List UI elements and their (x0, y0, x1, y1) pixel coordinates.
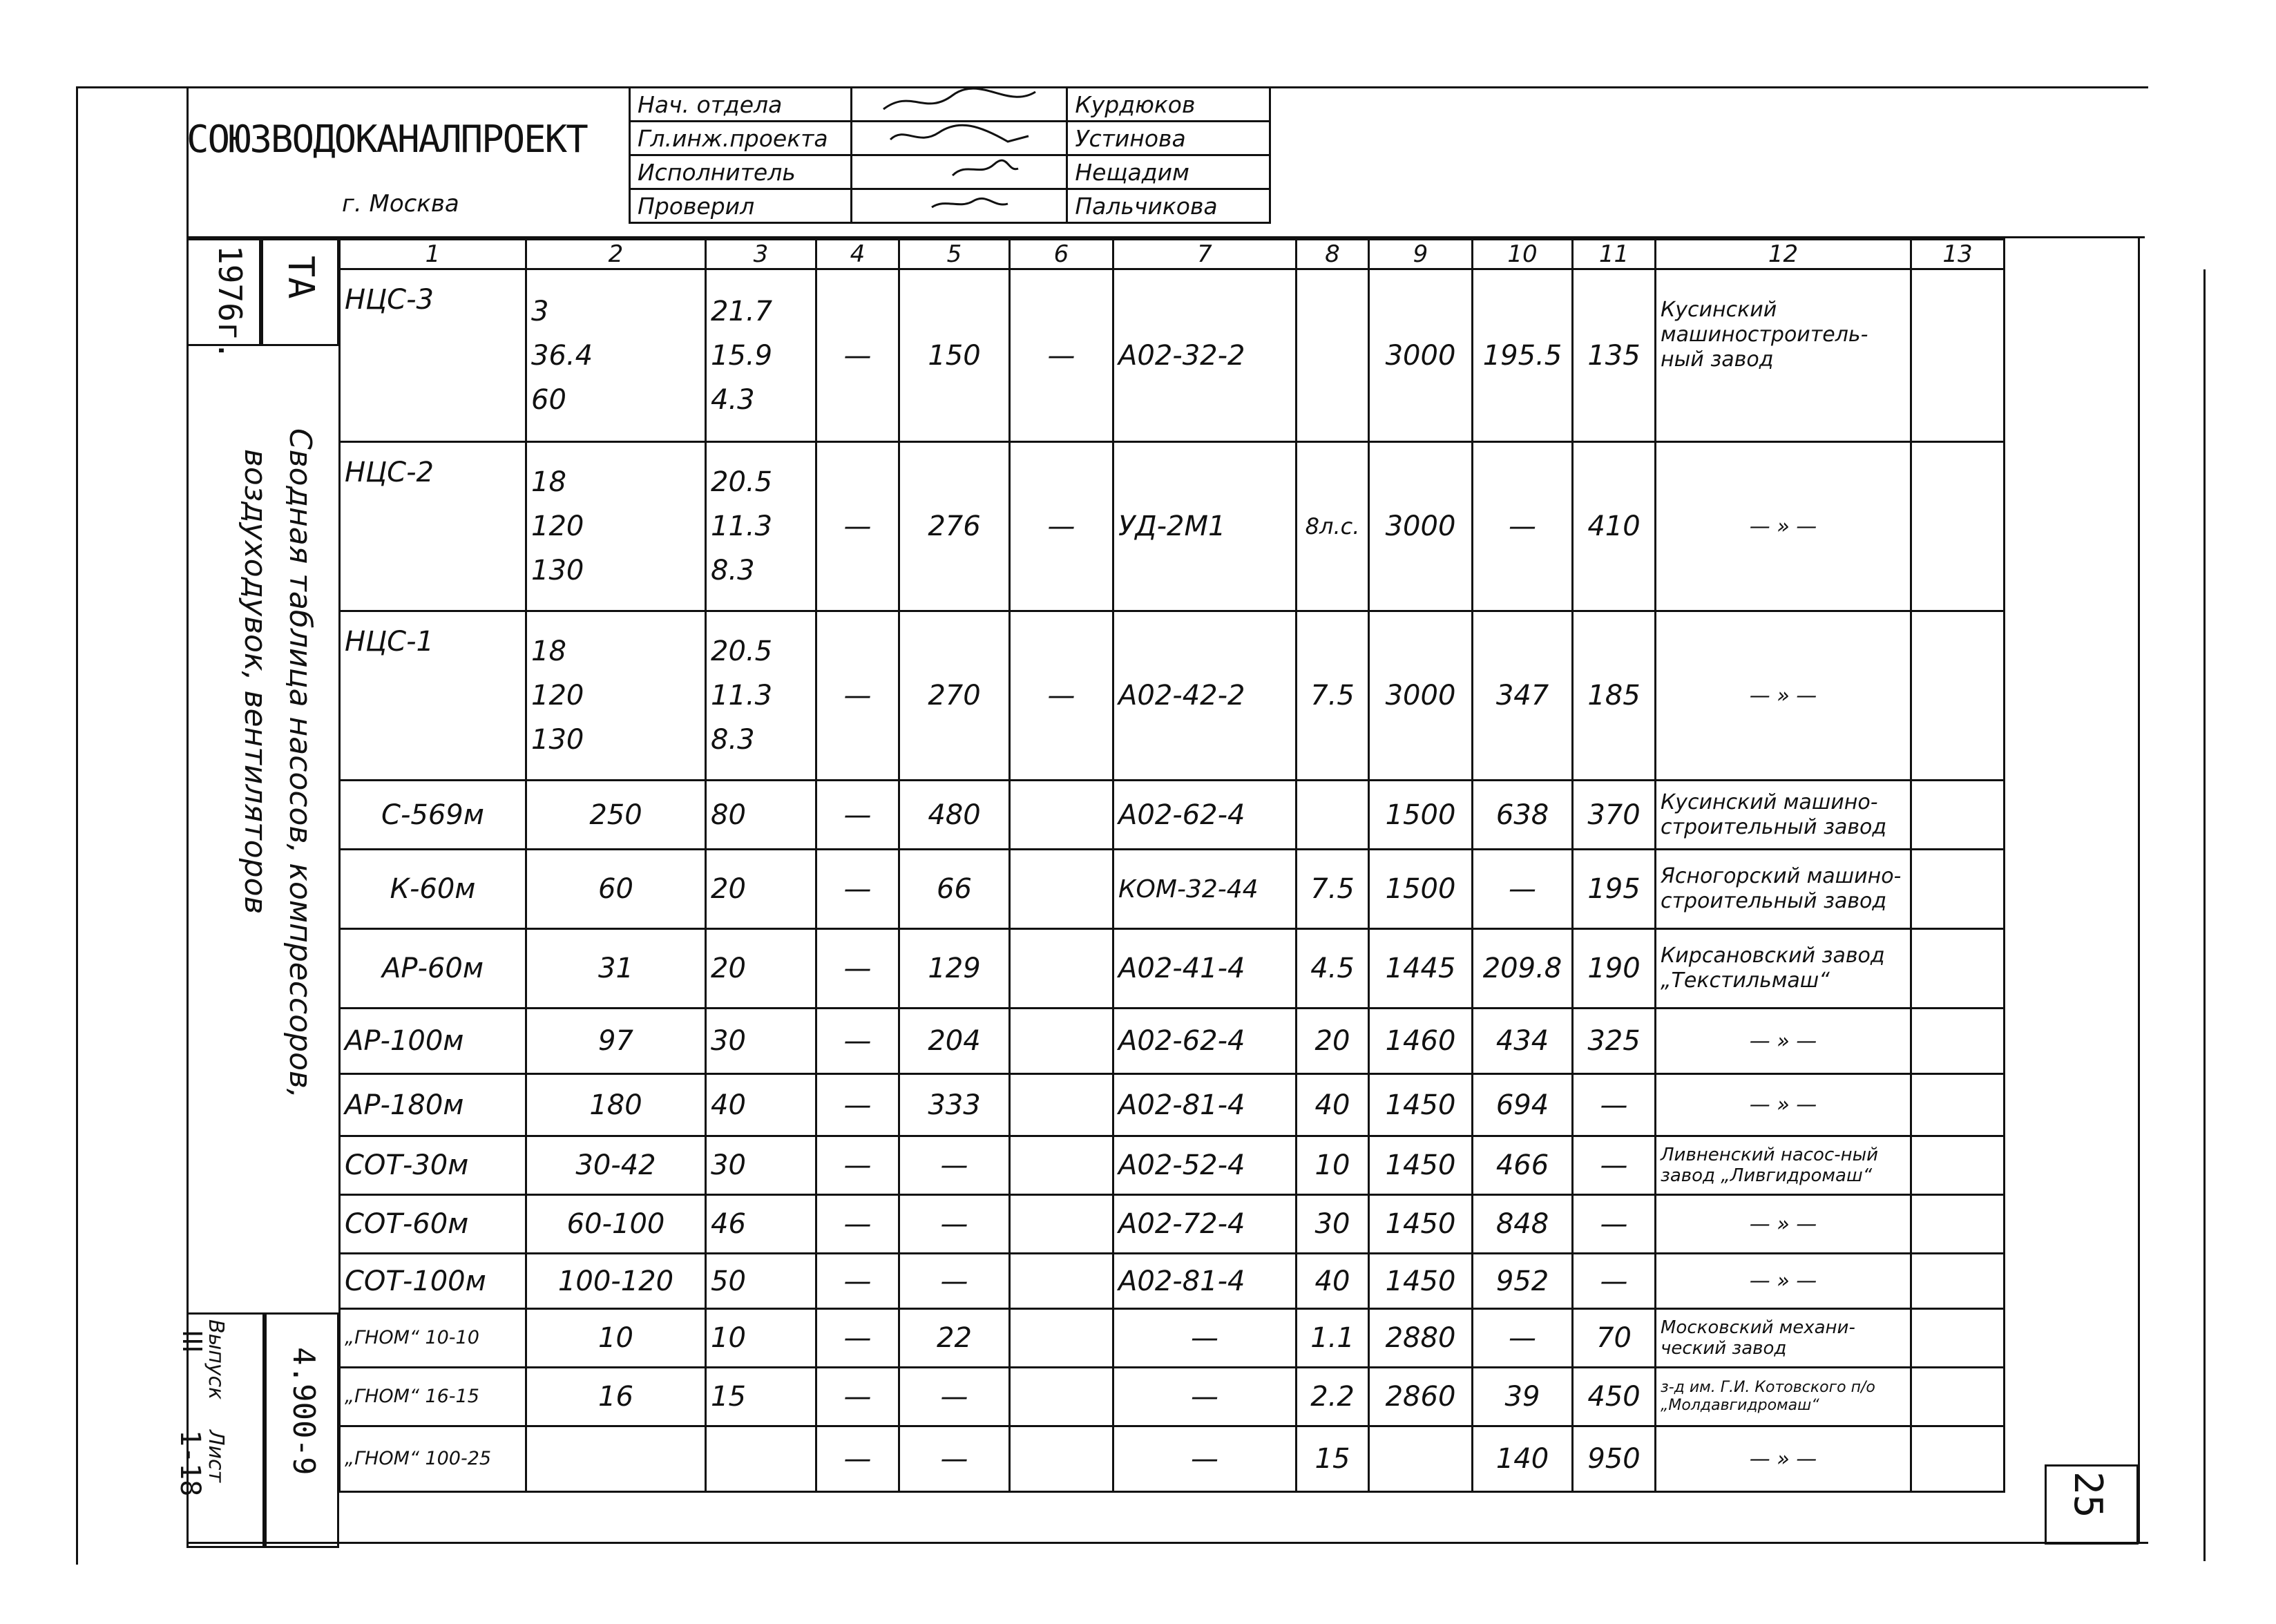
approval-table (629, 86, 1271, 224)
cell-c8: 40 (1297, 1254, 1369, 1309)
head-cell: 46 (706, 1195, 816, 1254)
cell-c9: 1450 (1369, 1195, 1473, 1254)
cell-c13 (1911, 1195, 2005, 1254)
cell-c5: 333 (899, 1074, 1010, 1136)
motor-cell: А02-72-4 (1113, 1195, 1297, 1254)
cell-c8: 7.5 (1297, 611, 1369, 781)
cell-c8: 10 (1297, 1136, 1369, 1195)
flow-cell: 30-42 (526, 1136, 706, 1195)
manufacturer-cell: — » — (1656, 1254, 1911, 1309)
cell-c8: 4.5 (1297, 929, 1369, 1009)
motor-cell: — (1113, 1368, 1297, 1426)
cell-c9: 2860 (1369, 1368, 1473, 1426)
manufacturer-cell: — » — (1656, 1074, 1911, 1136)
head-cell: 21.7 15.9 4.3 (706, 269, 816, 442)
flow-cell: 18 120 130 (526, 442, 706, 611)
approval-role: Нач. отдела (630, 88, 852, 122)
cell-c4: — (816, 929, 899, 1009)
cell-c11: 195 (1573, 850, 1656, 929)
code-label: ТА (280, 256, 321, 299)
cell-c6 (1010, 1009, 1113, 1074)
cell-c10: — (1473, 850, 1573, 929)
manufacturer-cell: — » — (1656, 442, 1911, 611)
title-block (187, 86, 1271, 225)
model-cell: АР-60м (340, 929, 526, 1009)
col-header: 6 (1010, 240, 1113, 269)
signature-mark (870, 122, 1049, 149)
motor-cell: А02-62-4 (1113, 1009, 1297, 1074)
head-cell: 20 (706, 929, 816, 1009)
model-cell: НЦС-3 (340, 269, 526, 442)
cell-c13 (1911, 611, 2005, 781)
col-header: 7 (1113, 240, 1297, 269)
cell-c9: 1445 (1369, 929, 1473, 1009)
cell-c10: 952 (1473, 1254, 1573, 1309)
cell-c10: 848 (1473, 1195, 1573, 1254)
cell-c11: 950 (1573, 1426, 1656, 1492)
sheet-label: Лист (204, 1430, 228, 1483)
manufacturer-cell: Московский механи-ческий завод (1656, 1309, 1911, 1368)
cell-c11: 410 (1573, 442, 1656, 611)
cell-c9: 1450 (1369, 1074, 1473, 1136)
cell-c5: 22 (899, 1309, 1010, 1368)
cell-c4: — (816, 611, 899, 781)
manufacturer-cell: Ясногорский машино-строительный завод (1656, 850, 1911, 929)
signature-cell (852, 155, 1067, 189)
motor-cell: А02-42-2 (1113, 611, 1297, 781)
cell-c10: 140 (1473, 1426, 1573, 1492)
motor-cell: А02-52-4 (1113, 1136, 1297, 1195)
cell-c8: 7.5 (1297, 850, 1369, 929)
manufacturer-cell: Кусинский машиностроитель-ный завод (1656, 269, 1911, 442)
cell-c6 (1010, 1136, 1113, 1195)
approval-role: Гл.инж.проекта (630, 122, 852, 155)
cell-c13 (1911, 1074, 2005, 1136)
approval-row (630, 189, 1270, 223)
cell-c8: 8л.с. (1297, 442, 1369, 611)
cell-c6 (1010, 1426, 1113, 1492)
table-row (340, 1074, 2005, 1136)
cell-c5: 150 (899, 269, 1010, 442)
cell-c9: 1500 (1369, 781, 1473, 850)
cell-c6 (1010, 1254, 1113, 1309)
cell-c5: 270 (899, 611, 1010, 781)
cell-c13 (1911, 1254, 2005, 1309)
table-row (340, 1195, 2005, 1254)
signature-cell (852, 88, 1067, 122)
col-header: 13 (1911, 240, 2005, 269)
flow-cell: 60-100 (526, 1195, 706, 1254)
flow-cell: 250 (526, 781, 706, 850)
col-header: 10 (1473, 240, 1573, 269)
approval-name: Нещадим (1067, 155, 1270, 189)
cell-c4: — (816, 781, 899, 850)
cell-c8: 30 (1297, 1195, 1369, 1254)
signature-mark (870, 190, 1049, 216)
model-cell: „ГНОМ“ 10-10 (340, 1309, 526, 1368)
cell-c10: 466 (1473, 1136, 1573, 1195)
col-header: 12 (1656, 240, 1911, 269)
cell-c4: — (816, 1368, 899, 1426)
head-cell: 30 (706, 1136, 816, 1195)
cell-c9: 1450 (1369, 1136, 1473, 1195)
cell-c10: 694 (1473, 1074, 1573, 1136)
cell-c8: 1.1 (1297, 1309, 1369, 1368)
col-header: 5 (899, 240, 1010, 269)
manufacturer-cell: — » — (1656, 1009, 1911, 1074)
cell-c11: 325 (1573, 1009, 1656, 1074)
table-row (340, 1368, 2005, 1426)
page-number: 25 (2065, 1471, 2110, 1518)
manufacturer-cell: Кусинский машино-строительный завод (1656, 781, 1911, 850)
head-cell: 40 (706, 1074, 816, 1136)
table-row (340, 269, 2005, 442)
flow-cell: 100-120 (526, 1254, 706, 1309)
header-row (340, 240, 2005, 269)
cell-c4: — (816, 1074, 899, 1136)
cell-c9: 3000 (1369, 611, 1473, 781)
manufacturer-cell: — » — (1656, 1195, 1911, 1254)
model-cell: СОТ-100м (340, 1254, 526, 1309)
manufacturer-cell: — » — (1656, 1426, 1911, 1492)
cell-c8: 40 (1297, 1074, 1369, 1136)
cell-c13 (1911, 1309, 2005, 1368)
approval-row (630, 88, 1270, 122)
head-cell: 10 (706, 1309, 816, 1368)
cell-c5: 480 (899, 781, 1010, 850)
series-label: 4.900-9 (286, 1347, 321, 1475)
approval-row (630, 122, 1270, 155)
flow-cell: 60 (526, 850, 706, 929)
model-cell: АР-180м (340, 1074, 526, 1136)
table-row (340, 611, 2005, 781)
motor-cell: КОМ-32-44 (1113, 850, 1297, 929)
cell-c10: 347 (1473, 611, 1573, 781)
cell-c13 (1911, 929, 2005, 1009)
motor-cell: УД-2М1 (1113, 442, 1297, 611)
cell-c4: — (816, 1136, 899, 1195)
head-cell (706, 1426, 816, 1492)
cell-c10: 195.5 (1473, 269, 1573, 442)
table-row (340, 442, 2005, 611)
cell-c5: 276 (899, 442, 1010, 611)
inner-frame-right (2138, 238, 2140, 1544)
motor-cell: А02-32-2 (1113, 269, 1297, 442)
equipment-summary-table (338, 238, 2005, 1493)
col-header: 3 (706, 240, 816, 269)
cell-c10: 39 (1473, 1368, 1573, 1426)
cell-c5: — (899, 1136, 1010, 1195)
cell-c6: — (1010, 442, 1113, 611)
cell-c10: — (1473, 1309, 1573, 1368)
cell-c6 (1010, 1195, 1113, 1254)
cell-c4: — (816, 269, 899, 442)
motor-cell: А02-62-4 (1113, 781, 1297, 850)
issue-value: III (177, 1330, 207, 1353)
cell-c10: — (1473, 442, 1573, 611)
cell-c11: 190 (1573, 929, 1656, 1009)
cell-c6: — (1010, 611, 1113, 781)
cell-c10: 638 (1473, 781, 1573, 850)
cell-c8: 2.2 (1297, 1368, 1369, 1426)
cell-c9 (1369, 1426, 1473, 1492)
col-header: 1 (340, 240, 526, 269)
cell-c9: 1450 (1369, 1254, 1473, 1309)
cell-c8: 20 (1297, 1009, 1369, 1074)
motor-cell: А02-81-4 (1113, 1074, 1297, 1136)
cell-c4: — (816, 1195, 899, 1254)
cell-c9: 1460 (1369, 1009, 1473, 1074)
cell-c9: 3000 (1369, 269, 1473, 442)
cell-c6 (1010, 781, 1113, 850)
cell-c13 (1911, 269, 2005, 442)
inner-frame-bottom (187, 1542, 2148, 1544)
flow-cell: 31 (526, 929, 706, 1009)
cell-c8 (1297, 781, 1369, 850)
cell-c4: — (816, 1426, 899, 1492)
cell-c11: 450 (1573, 1368, 1656, 1426)
table-row (340, 929, 2005, 1009)
cell-c4: — (816, 442, 899, 611)
city-label: г. Москва (342, 190, 459, 218)
issue-label: Выпуск (204, 1319, 228, 1400)
signature-mark (870, 156, 1049, 182)
cell-c4: — (816, 1309, 899, 1368)
cell-c4: — (816, 1009, 899, 1074)
col-header: 9 (1369, 240, 1473, 269)
head-cell: 20.5 11.3 8.3 (706, 611, 816, 781)
model-cell: НЦС-2 (340, 442, 526, 611)
cell-c13 (1911, 1368, 2005, 1426)
motor-cell: А02-41-4 (1113, 929, 1297, 1009)
flow-cell: 180 (526, 1074, 706, 1136)
cell-c11: — (1573, 1254, 1656, 1309)
model-cell: С-569м (340, 781, 526, 850)
cell-c5: 129 (899, 929, 1010, 1009)
drawing-title-line2: воздуходувок, вентиляторов (238, 449, 273, 915)
approval-role: Проверил (630, 189, 852, 223)
motor-cell: — (1113, 1426, 1297, 1492)
cell-c13 (1911, 442, 2005, 611)
col-header: 4 (816, 240, 899, 269)
model-cell: АР-100м (340, 1009, 526, 1074)
flow-cell: 18 120 130 (526, 611, 706, 781)
sheet-value: 1-18 (174, 1430, 206, 1497)
model-cell: НЦС-1 (340, 611, 526, 781)
flow-cell: 97 (526, 1009, 706, 1074)
col-header: 2 (526, 240, 706, 269)
signature-mark (870, 88, 1049, 115)
motor-cell: А02-81-4 (1113, 1254, 1297, 1309)
table-row (340, 1426, 2005, 1492)
cell-c9: 2880 (1369, 1309, 1473, 1368)
cell-c13 (1911, 781, 2005, 850)
cell-c11: — (1573, 1074, 1656, 1136)
outer-frame-right (2203, 269, 2206, 1561)
approval-name: Курдюков (1067, 88, 1270, 122)
col-header: 11 (1573, 240, 1656, 269)
cell-c11: — (1573, 1136, 1656, 1195)
col-header: 8 (1297, 240, 1369, 269)
drawing-title-line1: Сводная таблица насосов, компрессоров, (283, 428, 318, 1098)
organization-name: СОЮЗВОДОКАНАЛПРОЕКТ (187, 117, 587, 161)
cell-c4: — (816, 1254, 899, 1309)
cell-c8 (1297, 269, 1369, 442)
cell-c13 (1911, 1136, 2005, 1195)
model-cell: СОТ-30м (340, 1136, 526, 1195)
head-cell: 20 (706, 850, 816, 929)
table-row (340, 781, 2005, 850)
cell-c6 (1010, 850, 1113, 929)
approval-role: Исполнитель (630, 155, 852, 189)
model-cell: „ГНОМ“ 16-15 (340, 1368, 526, 1426)
head-cell: 15 (706, 1368, 816, 1426)
approval-row (630, 155, 1270, 189)
head-cell: 50 (706, 1254, 816, 1309)
table-row (340, 1136, 2005, 1195)
cell-c5: — (899, 1368, 1010, 1426)
cell-c9: 3000 (1369, 442, 1473, 611)
head-cell: 80 (706, 781, 816, 850)
cell-c5: — (899, 1426, 1010, 1492)
cell-c11: 370 (1573, 781, 1656, 850)
flow-cell: 3 36.4 60 (526, 269, 706, 442)
frame-left-line (76, 86, 78, 1565)
cell-c10: 209.8 (1473, 929, 1573, 1009)
cell-c11: 70 (1573, 1309, 1656, 1368)
cell-c5: — (899, 1195, 1010, 1254)
flow-cell: 16 (526, 1368, 706, 1426)
cell-c6 (1010, 1074, 1113, 1136)
cell-c9: 1500 (1369, 850, 1473, 929)
approval-name: Устинова (1067, 122, 1270, 155)
cell-c8: 15 (1297, 1426, 1369, 1492)
table-row (340, 850, 2005, 929)
cell-c6 (1010, 929, 1113, 1009)
model-cell: „ГНОМ“ 100-25 (340, 1426, 526, 1492)
head-cell: 20.5 11.3 8.3 (706, 442, 816, 611)
cell-c10: 434 (1473, 1009, 1573, 1074)
manufacturer-cell: — » — (1656, 611, 1911, 781)
table-row (340, 1009, 2005, 1074)
flow-cell (526, 1426, 706, 1492)
head-cell: 30 (706, 1009, 816, 1074)
table-row (340, 1309, 2005, 1368)
model-cell: К-60м (340, 850, 526, 929)
cell-c13 (1911, 850, 2005, 929)
signature-cell (852, 189, 1067, 223)
cell-c4: — (816, 850, 899, 929)
cell-c6 (1010, 1368, 1113, 1426)
cell-c13 (1911, 1009, 2005, 1074)
manufacturer-cell: Кирсановский завод „Текстильмаш“ (1656, 929, 1911, 1009)
cell-c5: 204 (899, 1009, 1010, 1074)
cell-c11: — (1573, 1195, 1656, 1254)
cell-c5: — (899, 1254, 1010, 1309)
year-label: 1976г. (211, 245, 249, 361)
cell-c11: 185 (1573, 611, 1656, 781)
table-row (340, 1254, 2005, 1309)
approval-name: Пальчикова (1067, 189, 1270, 223)
motor-cell: — (1113, 1309, 1297, 1368)
manufacturer-cell: з-д им. Г.И. Котовского п/о „Молдавгидромаш“ (1656, 1368, 1911, 1426)
signature-cell (852, 122, 1067, 155)
manufacturer-cell: Ливненский насос-ный завод „Ливгидромаш“ (1656, 1136, 1911, 1195)
cell-c6 (1010, 1309, 1113, 1368)
model-cell: СОТ-60м (340, 1195, 526, 1254)
flow-cell: 10 (526, 1309, 706, 1368)
cell-c13 (1911, 1426, 2005, 1492)
cell-c5: 66 (899, 850, 1010, 929)
cell-c6: — (1010, 269, 1113, 442)
cell-c11: 135 (1573, 269, 1656, 442)
